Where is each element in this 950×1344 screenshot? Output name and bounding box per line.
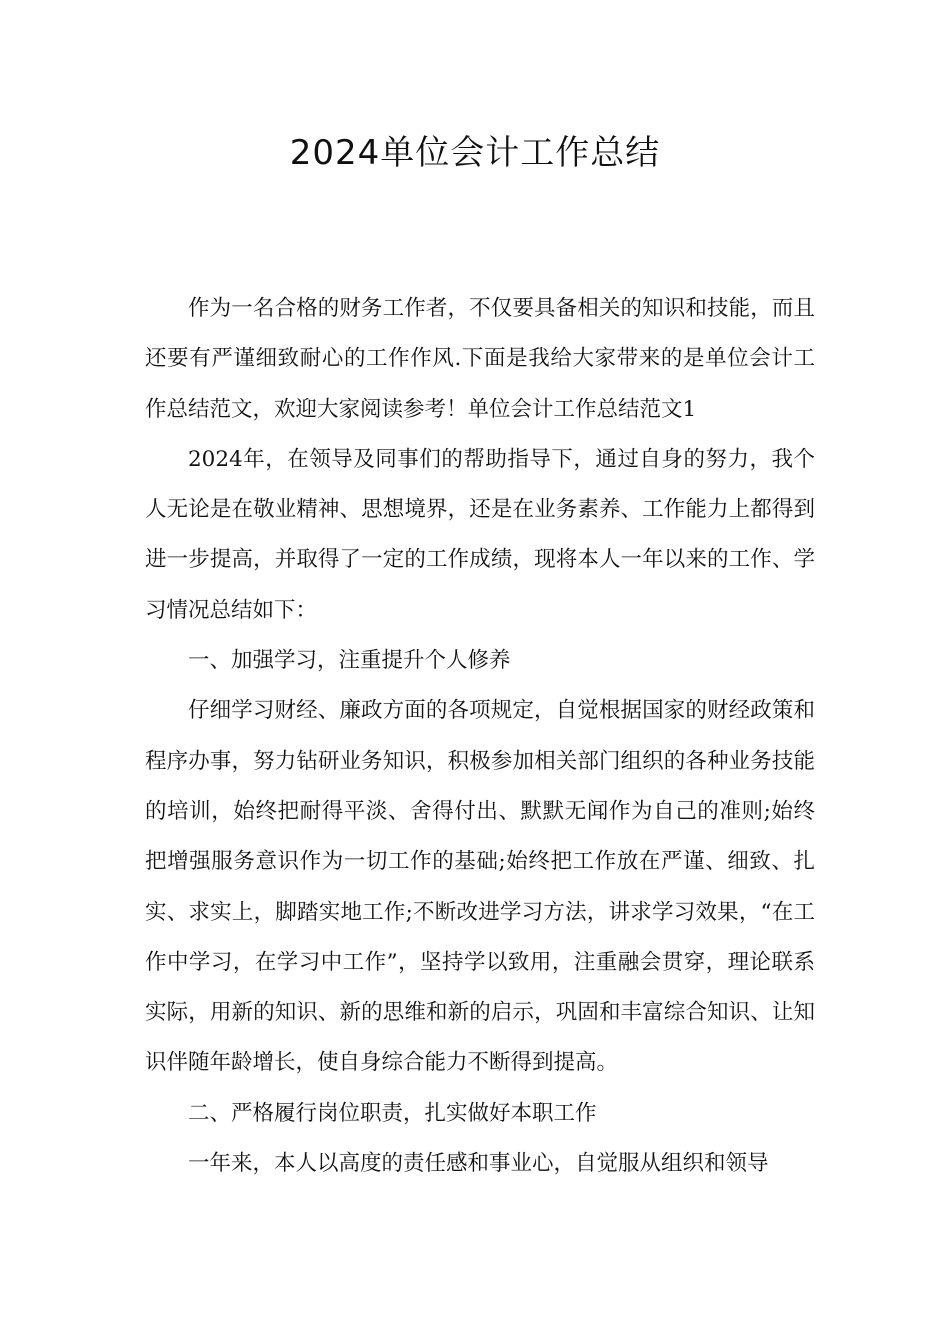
section-2-paragraph: 一年来，本人以高度的责任感和事业心，自觉服从组织和领导 (188, 1151, 769, 1177)
summary-paragraph: 2024年，在领导及同事们的帮助指导下，通过自身的努力，我个人无论是在敬业精神、思想境界，还是在业务素养、工作能力上都得到进一步提高，并取得了一定的工作成绩，现将本人一年以来的工作、学习情况总结如下： (145, 446, 815, 623)
section-heading-2: 二、严格履行岗位职责，扎实做好本职工作 (188, 1100, 597, 1126)
document-title: 2024单位会计工作总结 (289, 133, 661, 173)
section-1-paragraph: 仔细学习财经、廉政方面的各项规定，自觉根据国家的财经政策和程序办事，努力钻研业务知识，积极参加相关部门组织的各种业务技能的培训，始终把耐得平淡、舍得付出、默默无闻作为自己的准则;始终把增强服务意识作为一切工作的基础;始终把工作放在严谨、细致、扎实、求实上，脚踏实地工作;不断改进学习方法，讲求学习效果，“在工作中学习，在学习中工作”，坚持学以致用，注重融会贯穿，理论联系实际，用新的知识、新的思维和新的启示，巩固和丰富综合知识、让知识伴随年龄增长，使自身综合能力不断得到提高。 (145, 698, 815, 1076)
document-body (145, 284, 815, 1189)
section-heading-1: 一、加强学习，注重提升个人修养 (188, 648, 511, 674)
intro-paragraph: 作为一名合格的财务工作者，不仅要具备相关的知识和技能，而且还要有严谨细致耐心的工作作风.下面是我给大家带来的是单位会计工作总结范文，欢迎大家阅读参考！单位会计工作总结范文1 (145, 296, 815, 422)
